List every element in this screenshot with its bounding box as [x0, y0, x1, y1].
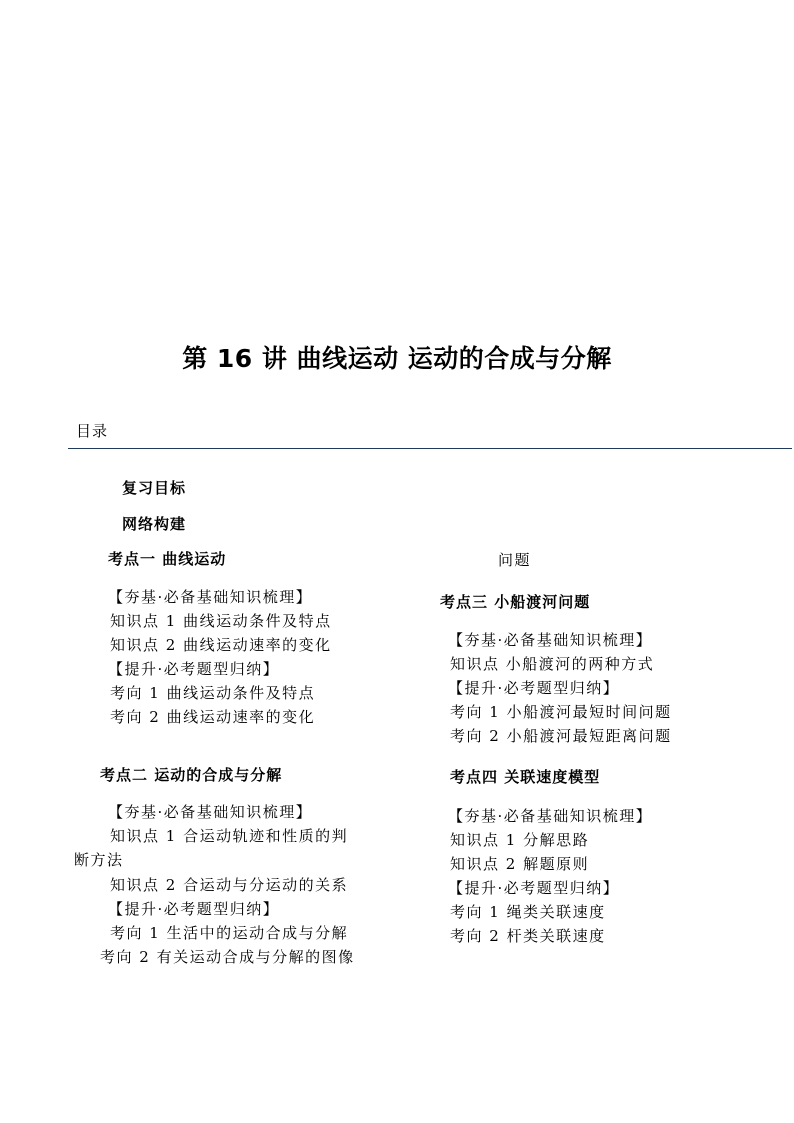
- toc-section2-heading[interactable]: 考点二 运动的合成与分解: [100, 766, 283, 784]
- toc-section2-direction-2b[interactable]: 问题: [498, 551, 532, 569]
- toc-section3-direction-2[interactable]: 考向 2 小船渡河最短距离问题: [450, 727, 672, 745]
- toc-section4-knowledge-1[interactable]: 知识点 1 分解思路: [450, 831, 590, 849]
- toc-section1-direction-2[interactable]: 考向 2 曲线运动速率的变化: [110, 708, 316, 726]
- toc-section2-basics[interactable]: 【夯基·必备基础知识梳理】: [108, 803, 313, 821]
- toc-section1-improve[interactable]: 【提升·必考题型归纳】: [108, 660, 280, 678]
- toc-network[interactable]: 网络构建: [122, 515, 187, 533]
- toc-section2-direction-1[interactable]: 考向 1 生活中的运动合成与分解: [110, 924, 349, 942]
- toc-section1-basics[interactable]: 【夯基·必备基础知识梳理】: [108, 588, 313, 606]
- toc-section3-heading[interactable]: 考点三 小船渡河问题: [440, 593, 591, 611]
- toc-section3-knowledge[interactable]: 知识点 小船渡河的两种方式: [450, 655, 655, 673]
- toc-section2-knowledge-1a[interactable]: 知识点 1 合运动轨迹和性质的判: [110, 827, 349, 845]
- toc-section2-knowledge-1b[interactable]: 断方法: [74, 851, 124, 869]
- toc-section1-heading[interactable]: 考点一 曲线运动: [108, 550, 227, 568]
- toc-section3-direction-1[interactable]: 考向 1 小船渡河最短时间问题: [450, 703, 672, 721]
- toc-label: 目录: [76, 422, 109, 440]
- toc-section4-basics[interactable]: 【夯基·必备基础知识梳理】: [448, 807, 653, 825]
- toc-section1-direction-1[interactable]: 考向 1 曲线运动条件及特点: [110, 684, 316, 702]
- toc-section3-improve[interactable]: 【提升·必考题型归纳】: [448, 679, 620, 697]
- toc-section4-knowledge-2[interactable]: 知识点 2 解题原则: [450, 855, 590, 873]
- toc-review-goals[interactable]: 复习目标: [122, 479, 187, 497]
- page-title: 第 16 讲 曲线运动 运动的合成与分解: [182, 344, 612, 373]
- toc-section4-direction-2[interactable]: 考向 2 杆类关联速度: [450, 927, 606, 945]
- toc-section2-knowledge-2[interactable]: 知识点 2 合运动与分运动的关系: [110, 876, 349, 894]
- toc-section2-improve[interactable]: 【提升·必考题型归纳】: [108, 900, 280, 918]
- toc-section1-knowledge-2[interactable]: 知识点 2 曲线运动速率的变化: [110, 636, 332, 654]
- toc-section4-heading[interactable]: 考点四 关联速度模型: [450, 768, 601, 786]
- toc-section2-direction-2a[interactable]: 考向 2 有关运动合成与分解的图像: [100, 948, 355, 966]
- toc-section1-knowledge-1[interactable]: 知识点 1 曲线运动条件及特点: [110, 612, 332, 630]
- toc-section3-basics[interactable]: 【夯基·必备基础知识梳理】: [448, 631, 653, 649]
- toc-section4-improve[interactable]: 【提升·必考题型归纳】: [448, 879, 620, 897]
- toc-divider: [68, 448, 792, 449]
- toc-section4-direction-1[interactable]: 考向 1 绳类关联速度: [450, 903, 606, 921]
